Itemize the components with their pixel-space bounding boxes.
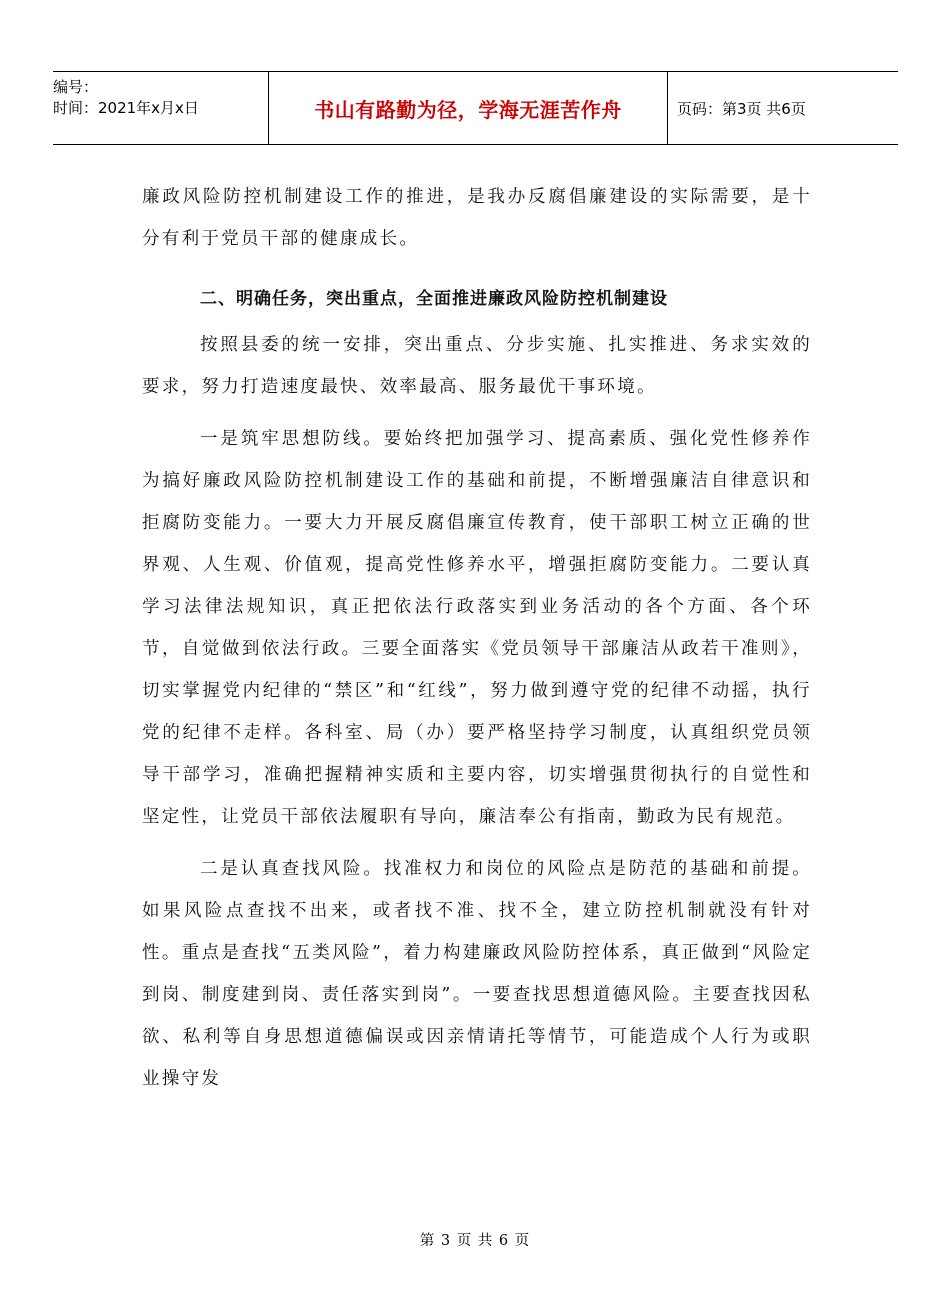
paragraph: 一是筑牢思想防线。要始终把加强学习、提高素质、强化党性修养作为搞好廉政风险防控机制建设工作的基础和前提，不断增强廉洁自律意识和拒腐防变能力。一要大力开展反腐倡廉宣传教育，使干部职工树立正确的世界观、人生观、价值观，提高党性修养水平，增强拒腐防变能力。二要认真学习法律法规知识，真正把依法行政落实到业务活动的各个方面、各个环节，自觉做到依法行政。三要全面落实《党员领导干部廉洁从政若干准则》，切实掌握党内纪律的“禁区”和“红线”，努力做到遵守党的纪律不动摇，执行党的纪律不走样。各科室、局（办）要严格坚持学习制度，认真组织党员领导干部学习，准确把握精神实质和主要内容，切实增强贯彻执行的自觉性和坚定性，让党员干部依法履职有导向，廉洁奉公有指南，勤政为民有规范。 [142,429,812,827]
header-motto: 书山有路勤为径，学海无涯苦作舟 [314,97,622,122]
document-time-label: 时间：2021年x月x日 [53,99,199,117]
document-body [142,176,812,1100]
page-footer: 第 3 页 共 6 页 [419,1233,531,1249]
page-header [53,71,898,145]
document-number-label: 编号： [53,78,99,96]
paragraph: 廉政风险防控机制建设工作的推进，是我办反腐倡廉建设的实际需要，是十分有利于党员干部的健康成长。 [142,187,812,249]
header-page-number: 页码：第3页 共6页 [677,99,806,118]
section-heading: 二、明确任务，突出重点，全面推进廉政风险防控机制建设 [200,289,668,309]
paragraph: 按照县委的统一安排，突出重点、分步实施、扎实推进、务求实效的要求，努力打造速度最快、效率最高、服务最优干事环境。 [142,335,812,397]
header-divider [667,72,668,144]
header-meta [53,77,268,119]
paragraph: 二是认真查找风险。找准权力和岗位的风险点是防范的基础和前提。如果风险点查找不出来，或者找不准、找不全，建立防控机制就没有针对性。重点是查找“五类风险”，着力构建廉政风险防控体系，真正做到“风险定到岗、制度建到岗、责任落实到岗”。一要查找思想道德风险。主要查找因私欲、私利等自身思想道德偏误或因亲情请托等情节，可能造成个人行为或职业操守发 [142,859,812,1089]
